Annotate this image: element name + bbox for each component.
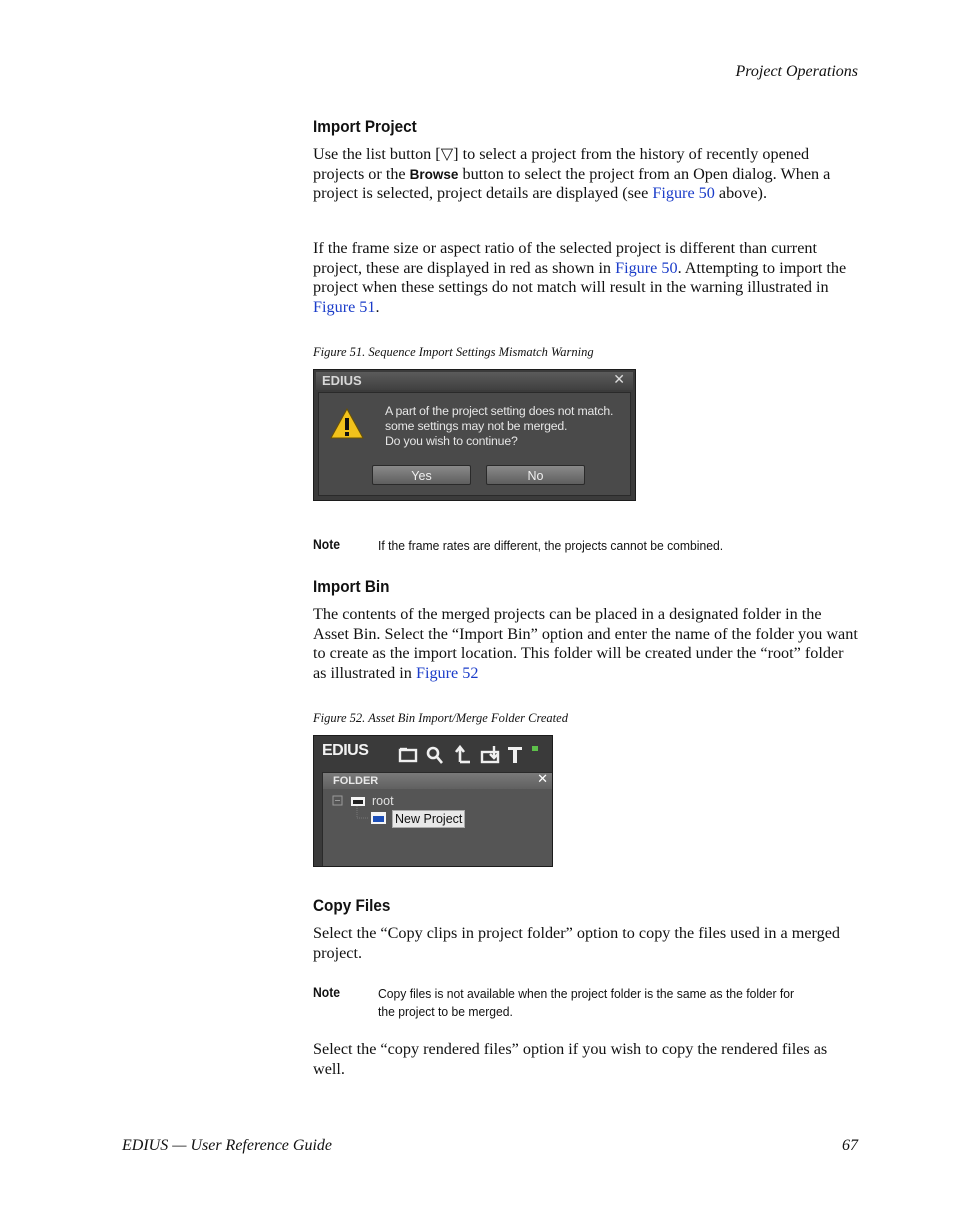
dialog-message: A part of the project setting does not match. some settings may not be merged. Do you wish to continue? [385,404,614,448]
partial-tool-icon [532,746,538,751]
heading-import-project: Import Project [313,117,417,136]
running-header: Project Operations [735,63,858,80]
link-figure-51[interactable]: Figure 51 [313,298,376,317]
title-tool-icon [508,747,522,763]
edius-logo: EDIUS [322,742,369,759]
heading-import-bin: Import Bin [313,577,390,596]
no-button[interactable]: No [486,465,585,485]
copy-files-paragraph-2: Select the “copy rendered files” option if you wish to copy the rendered files as well. [313,1040,828,1078]
copy-files-paragraph-1: Select the “Copy clips in project folder” option to copy the files used in a merged project. [313,924,841,962]
warning-triangle-icon [330,408,364,439]
folder-view-icon [400,749,416,761]
tree-item-new-project[interactable]: New Project [392,810,465,828]
figure-51-caption: Figure 51. Sequence Import Settings Mismatch Warning [313,345,594,359]
link-figure-50[interactable]: Figure 50 [615,258,678,277]
close-icon[interactable]: ✕ [613,372,625,388]
new-project-folder-icon [371,812,386,824]
new-folder-icon [482,746,498,762]
tree-item-root[interactable]: root [372,794,394,808]
asset-bin-screenshot [313,735,553,867]
folder-panel-header [323,773,553,789]
close-icon[interactable]: ✕ [537,772,548,787]
folder-panel-title: FOLDER [333,775,379,787]
yes-button[interactable]: Yes [372,465,471,485]
figure-52-caption: Figure 52. Asset Bin Import/Merge Folder Created [313,711,568,725]
page-number: 67 [842,1137,858,1154]
browse-keyword: Browse [409,166,459,182]
mismatch-warning-dialog [313,369,636,501]
dialog-title: EDIUS [322,373,362,388]
note-text: Copy files is not available when the project folder is the same as the folder for the project to be merged. [378,986,795,1019]
bin-toolbar [398,744,553,766]
note-label: Note [313,537,340,552]
import-project-paragraph-1: Use the list button [▽] to select a project from the history of recently opened projects or the Browse button to select the project from an Open dialog. When a project is selected, project details are displayed (see Figure 50 above). [313,145,831,203]
note-label: Note [313,985,340,1000]
heading-copy-files: Copy Files [313,896,391,915]
up-folder-icon [456,747,470,762]
search-icon [428,748,442,763]
import-project-paragraph-2: If the frame size or aspect ratio of the selected project is different than current project, these are displayed in red as shown in Figure 50. Attempting to import the project when these settings do not match will result in the warning illustrated in Figure 51. [313,239,847,317]
dialog-title-bar [316,372,633,390]
root-folder-icon [351,797,365,806]
footer-guide-title: EDIUS — User Reference Guide [122,1137,333,1154]
import-bin-paragraph: The contents of the merged projects can be placed in a designated folder in the Asset Bin. Select the “Import Bin” option and enter the name of the folder you want to create as the import location. This folder will be created under the “root” folder as illustrated in Figure 52 [313,605,858,683]
note-text: If the frame rates are different, the projects cannot be combined. [378,538,724,553]
link-figure-52[interactable]: Figure 52 [415,664,479,683]
link-figure-50[interactable]: Figure 50 [652,184,715,203]
